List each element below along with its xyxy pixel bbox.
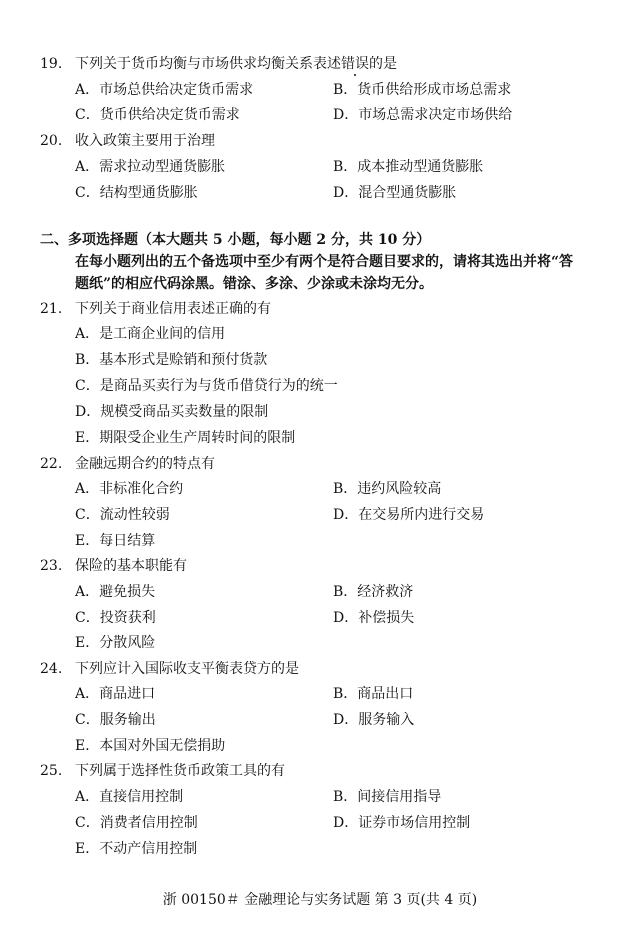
question-number: 21. xyxy=(40,301,63,317)
question-stem: 下列关于商业信用表述正确的有 xyxy=(75,301,271,317)
option-d: D．市场总需求决定市场供给 xyxy=(333,107,513,123)
option-c: C．服务输出 xyxy=(75,712,156,728)
option-e: E．分散风险 xyxy=(75,635,156,651)
question-stem: 下列属于选择性货币政策工具的有 xyxy=(75,763,285,779)
option-a: A．避免损失 xyxy=(75,584,156,600)
option-d: D．混合型通货膨胀 xyxy=(333,185,457,201)
option-e: E．不动产信用控制 xyxy=(75,841,198,857)
question-number: 24. xyxy=(40,661,63,677)
question-stem: 下列关于货币均衡与市场供求均衡关系表述错误的是 xyxy=(75,56,397,72)
option-b: B．商品出口 xyxy=(333,686,414,702)
question-stem: 收入政策主要用于治理 xyxy=(75,133,215,149)
option-a: A．是工商企业间的信用 xyxy=(75,326,226,342)
question-number: 22. xyxy=(40,456,63,472)
option-d: D．在交易所内进行交易 xyxy=(333,507,485,523)
option-e: E．期限受企业生产周转时间的限制 xyxy=(75,430,296,446)
option-c: C．流动性较弱 xyxy=(75,507,170,523)
question-number: 20. xyxy=(40,133,63,149)
option-b: B．经济救济 xyxy=(333,584,414,600)
question-number: 25. xyxy=(40,763,63,779)
option-d: D．规模受商品买卖数量的限制 xyxy=(75,404,269,420)
question-number: 23. xyxy=(40,558,63,574)
option-a: A．需求拉动型通货膨胀 xyxy=(75,159,226,175)
option-c: C．结构型通货膨胀 xyxy=(75,185,198,201)
option-e: E．本国对外国无偿捐助 xyxy=(75,738,226,754)
option-c: C．投资获利 xyxy=(75,610,156,626)
question-stem: 保险的基本职能有 xyxy=(75,558,187,574)
section-instructions-line-1: 在每小题列出的五个备选项中至少有两个是符合题目要求的，请将其选出并将“答 xyxy=(75,254,574,270)
option-c: C．货币供给决定货币需求 xyxy=(75,107,240,123)
option-a: A．非标准化合约 xyxy=(75,481,184,497)
option-c: C．是商品买卖行为与货币借贷行为的统一 xyxy=(75,378,338,394)
section-title: 二、多项选择题（本大题共 5 小题，每小题 2 分，共 10 分） xyxy=(40,232,431,248)
option-b: B．货币供给形成市场总需求 xyxy=(333,82,512,98)
option-a: A．市场总供给决定货币需求 xyxy=(75,82,254,98)
emphasis-marked-text: 错误 xyxy=(341,56,369,72)
option-a: A．商品进口 xyxy=(75,686,156,702)
option-d: D．证券市场信用控制 xyxy=(333,815,471,831)
option-b: B．违约风险较高 xyxy=(333,481,442,497)
option-a: A．直接信用控制 xyxy=(75,789,184,805)
option-d: D．服务输入 xyxy=(333,712,415,728)
question-number: 19. xyxy=(40,56,63,72)
option-e: E．每日结算 xyxy=(75,533,156,549)
option-c: C．消费者信用控制 xyxy=(75,815,198,831)
question-stem: 金融远期合约的特点有 xyxy=(75,456,215,472)
option-b: B．基本形式是赊销和预付货款 xyxy=(75,352,268,368)
option-b: B．成本推动型通货膨胀 xyxy=(333,159,484,175)
section-instructions-line-2: 题纸”的相应代码涂黑。错涂、多涂、少涂或未涂均无分。 xyxy=(75,276,434,292)
page-footer: 浙 00150＃ 金融理论与实务试题 第 3 页(共 4 页) xyxy=(162,892,478,908)
option-b: B．间接信用指导 xyxy=(333,789,442,805)
question-stem: 下列应计入国际收支平衡表贷方的是 xyxy=(75,661,299,677)
option-d: D．补偿损失 xyxy=(333,610,415,626)
